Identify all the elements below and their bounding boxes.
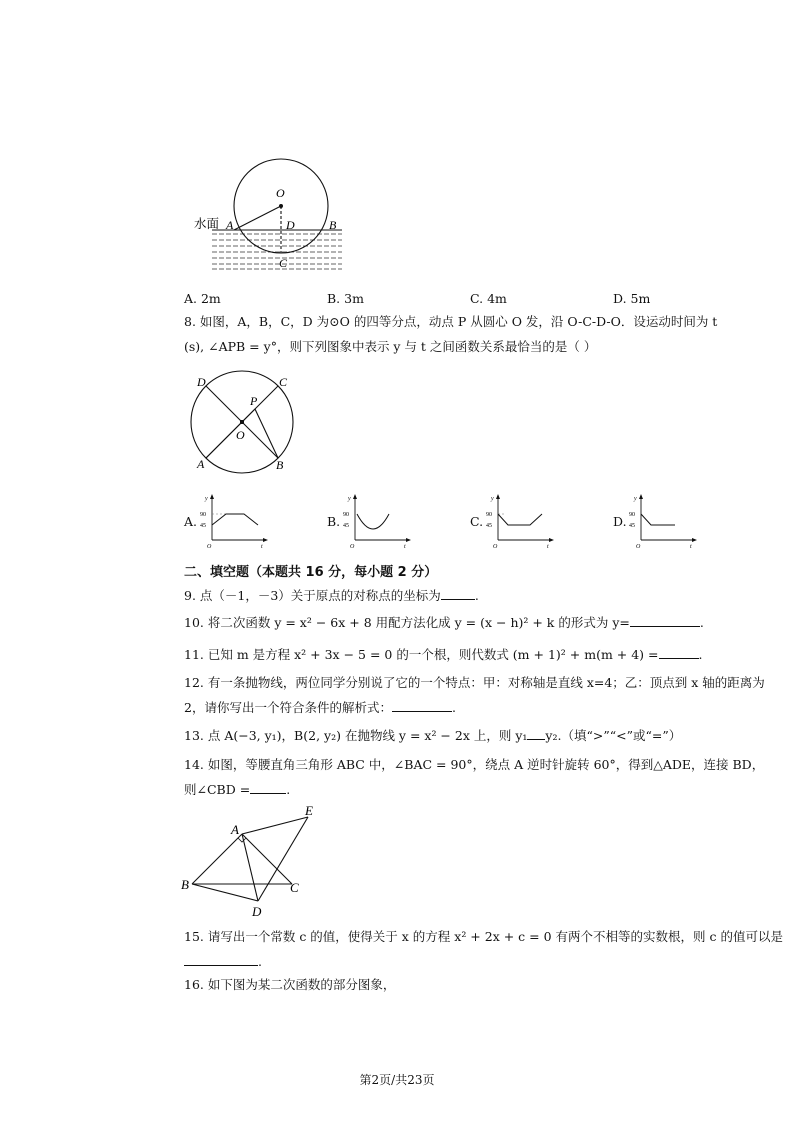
rotated-triangle-figure (178, 800, 328, 920)
graph-a-45-label: 45 (200, 523, 206, 529)
water-circle-figure (190, 150, 350, 275)
q8-graph-b[interactable] (343, 492, 413, 550)
q11-text: 11. 已知 m 是方程 x² + 3x − 5 = 0 的一个根，则代数式 (m + 1)² + m(m + 4) = (184, 647, 659, 662)
q8-option-c-letter[interactable]: C. (470, 514, 484, 529)
q15-line2 (184, 953, 262, 970)
q14-line1: 14. 如图，等腰直角三角形 ABC 中，∠BAC = 90°，绕点 A 逆时针旋转 60°，得到△ADE，连接 BD， (184, 757, 765, 772)
q10-end: . (699, 615, 704, 630)
graph-b-y-label: y (348, 496, 351, 502)
q7-option-d[interactable]: D. 5m (613, 291, 651, 306)
q12-text: 2，请你写出一个符合条件的解析式： (184, 700, 392, 715)
graph-d-45-label: 45 (629, 523, 635, 529)
q15-answer-blank[interactable] (184, 953, 258, 966)
section-heading-fill-in: 二、填空题（本题共 16 分，每小题 2 分） (184, 565, 438, 580)
q7-option-b[interactable]: B. 3m (327, 291, 364, 306)
q14-line2 (184, 781, 290, 798)
q8-point-B-label: B (276, 458, 284, 472)
q10-line (184, 614, 704, 631)
q12-answer-blank[interactable] (392, 699, 452, 712)
four-point-circle-figure (185, 368, 305, 476)
graph-a-origin-label: O (207, 544, 212, 550)
q16-line: 16. 如下图为某二次函数的部分图象， (184, 977, 396, 992)
q12-line1: 12. 有一条抛物线，两位同学分别说了它的一个特点：甲：对称轴是直线 x=4；乙：顶点到 x 轴的距离为 (184, 675, 765, 690)
graph-a-t-label: t (261, 544, 263, 550)
q12-line2 (184, 699, 456, 716)
point-O-label: O (276, 186, 285, 200)
q14-point-B-label: B (181, 877, 189, 892)
graph-b-t-label: t (404, 544, 406, 550)
q14-end: . (286, 782, 291, 797)
q13-text-end: y₂.（填“>”“<”或“=”） (545, 728, 682, 743)
point-C-label: C (279, 256, 288, 270)
point-D-label: D (286, 218, 295, 232)
graph-a-y-label: y (205, 496, 208, 502)
q7-option-a[interactable]: A. 2m (184, 291, 221, 306)
point-B-label: B (329, 218, 337, 232)
q11-end: . (698, 647, 703, 662)
q8-point-D-label: D (197, 375, 206, 389)
q8-graph-a[interactable] (200, 492, 270, 550)
q14-text: 则∠CBD = (184, 782, 251, 797)
q13-text: 13. 点 A(−3, y₁)，B(2, y₂) 在抛物线 y = x² − 2x 上，则 y₁ (184, 728, 528, 743)
q9-text: 9. 点（－1，－3）关于原点的对称点的坐标为 (184, 588, 441, 603)
q8-graph-c[interactable] (486, 492, 556, 550)
page-footer: 第2页/共23页 (359, 1073, 435, 1087)
graph-d-origin-label: O (636, 544, 641, 550)
q8-point-C-label: C (279, 375, 288, 389)
q8-option-d-letter[interactable]: D. (613, 514, 627, 529)
q13-line (184, 727, 681, 744)
q8-line1: 8. 如图，A，B，C，D 为⊙O 的四等分点，动点 P 从圆心 O 发，沿 O-C-D-O．设运动时间为 t (184, 314, 718, 329)
q10-text: 10. 将二次函数 y = x² − 6x + 8 用配方法化成 y = (x − h)² + k 的形式为 y= (184, 615, 630, 630)
q8-option-a-letter[interactable]: A. (184, 514, 198, 529)
graph-c-y-label: y (491, 496, 494, 502)
q14-point-C-label: C (290, 880, 299, 895)
q11-line (184, 646, 702, 663)
graph-d-90-label: 90 (629, 512, 635, 518)
q14-point-D-label: D (252, 904, 262, 919)
graph-b-origin-label: O (350, 544, 355, 550)
q8-line2: (s), ∠APB = y°，则下列图象中表示 y 与 t 之间函数关系最恰当的是（ ） (184, 339, 597, 354)
graph-c-90-label: 90 (486, 512, 492, 518)
water-surface-label: 水面 (194, 217, 220, 231)
graph-d-t-label: t (690, 544, 692, 550)
q9-answer-blank[interactable] (441, 587, 475, 600)
q8-graph-d[interactable] (629, 492, 699, 550)
q9-end: . (474, 588, 479, 603)
q15-line1: 15. 请写出一个常数 c 的值，使得关于 x 的方程 x² + 2x + c = 0 有两个不相等的实数根，则 c 的值可以是 (184, 929, 783, 944)
q12-end: . (451, 700, 456, 715)
q8-point-P-label: P (250, 394, 258, 408)
q8-point-O-label: O (236, 428, 245, 442)
graph-d-y-label: y (634, 496, 637, 502)
q14-point-E-label: E (305, 803, 313, 818)
q8-point-A-label: A (197, 457, 205, 471)
graph-b-90-label: 90 (343, 512, 349, 518)
point-A-label: A (226, 218, 234, 232)
q10-answer-blank[interactable] (630, 614, 700, 627)
q13-answer-blank[interactable] (527, 727, 545, 740)
graph-b-45-label: 45 (343, 523, 349, 529)
q11-answer-blank[interactable] (659, 646, 699, 659)
graph-c-t-label: t (547, 544, 549, 550)
q14-point-A-label: A (231, 822, 239, 837)
q14-answer-blank[interactable] (250, 781, 286, 794)
q8-option-b-letter[interactable]: B. (327, 514, 341, 529)
graph-c-origin-label: O (493, 544, 498, 550)
q15-end: . (258, 954, 262, 969)
q7-option-c[interactable]: C. 4m (470, 291, 507, 306)
graph-a-90-label: 90 (200, 512, 206, 518)
q9-line (184, 587, 479, 604)
graph-c-45-label: 45 (486, 523, 492, 529)
